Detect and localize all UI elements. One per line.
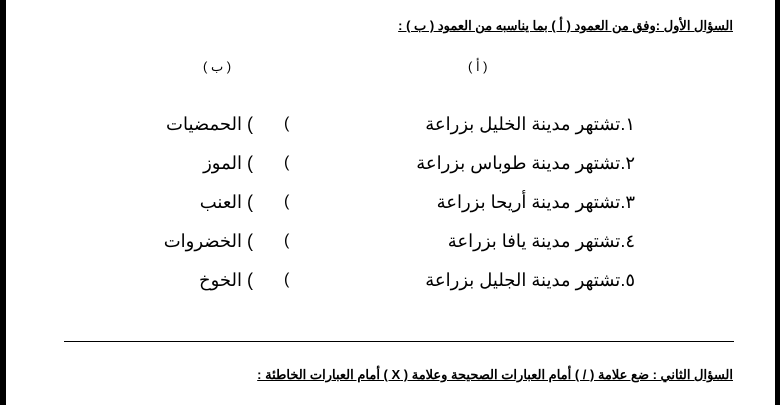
answer-option: ) الخضروات — [163, 231, 253, 251]
answer-option: ) العنب — [199, 192, 253, 212]
statement-text — [448, 227, 635, 255]
matching-row — [0, 227, 780, 255]
matching-row — [0, 149, 780, 177]
statement-label: تشتهر مدينة الخليل بزراعة — [425, 114, 621, 134]
answer-option: ) الخوخ — [198, 270, 253, 290]
statement-number: ١. — [620, 114, 635, 134]
matching-row — [0, 188, 780, 216]
question1-heading: السؤال الأول :وفق من العمود ( أ ) بما يناسبه من العمود ( ب ) : — [398, 18, 733, 33]
column-b-header: ( ب ) — [203, 59, 232, 74]
statement-label: تشتهر مدينة أريحا بزراعة — [436, 192, 621, 212]
answer-blank-open-paren: ( — [284, 232, 290, 249]
question2-heading: السؤال الثاني : ضع علامة ( / ) أمام العبارات الصحيحة وعلامة ( X ) أمام العبارات الخاطئة : — [257, 367, 733, 382]
column-a-header: ( أ ) — [468, 59, 488, 74]
answer-option: ) الحمضيات — [166, 114, 253, 134]
statement-number: ٣. — [620, 192, 635, 212]
answer-blank-open-paren: ( — [284, 271, 290, 288]
statement-number: ٢. — [620, 153, 635, 173]
statement-label: تشتهر مدينة طوباس بزراعة — [416, 153, 621, 173]
statement-text — [425, 266, 635, 294]
statement-label: تشتهر مدينة الجليل بزراعة — [425, 270, 621, 290]
answer-blank-open-paren: ( — [284, 115, 290, 132]
statement-text — [425, 110, 635, 138]
answer-blank-open-paren: ( — [284, 154, 290, 171]
answer-blank-open-paren: ( — [284, 193, 290, 210]
answer-option: ) الموز — [203, 153, 253, 173]
statement-number: ٤. — [620, 231, 635, 251]
matching-row — [0, 266, 780, 294]
statement-number: ٥. — [620, 270, 635, 290]
statement-label: تشتهر مدينة يافا بزراعة — [447, 231, 621, 251]
section-divider — [64, 341, 734, 342]
matching-row — [0, 110, 780, 138]
statement-text — [437, 188, 635, 216]
statement-text — [416, 149, 635, 177]
